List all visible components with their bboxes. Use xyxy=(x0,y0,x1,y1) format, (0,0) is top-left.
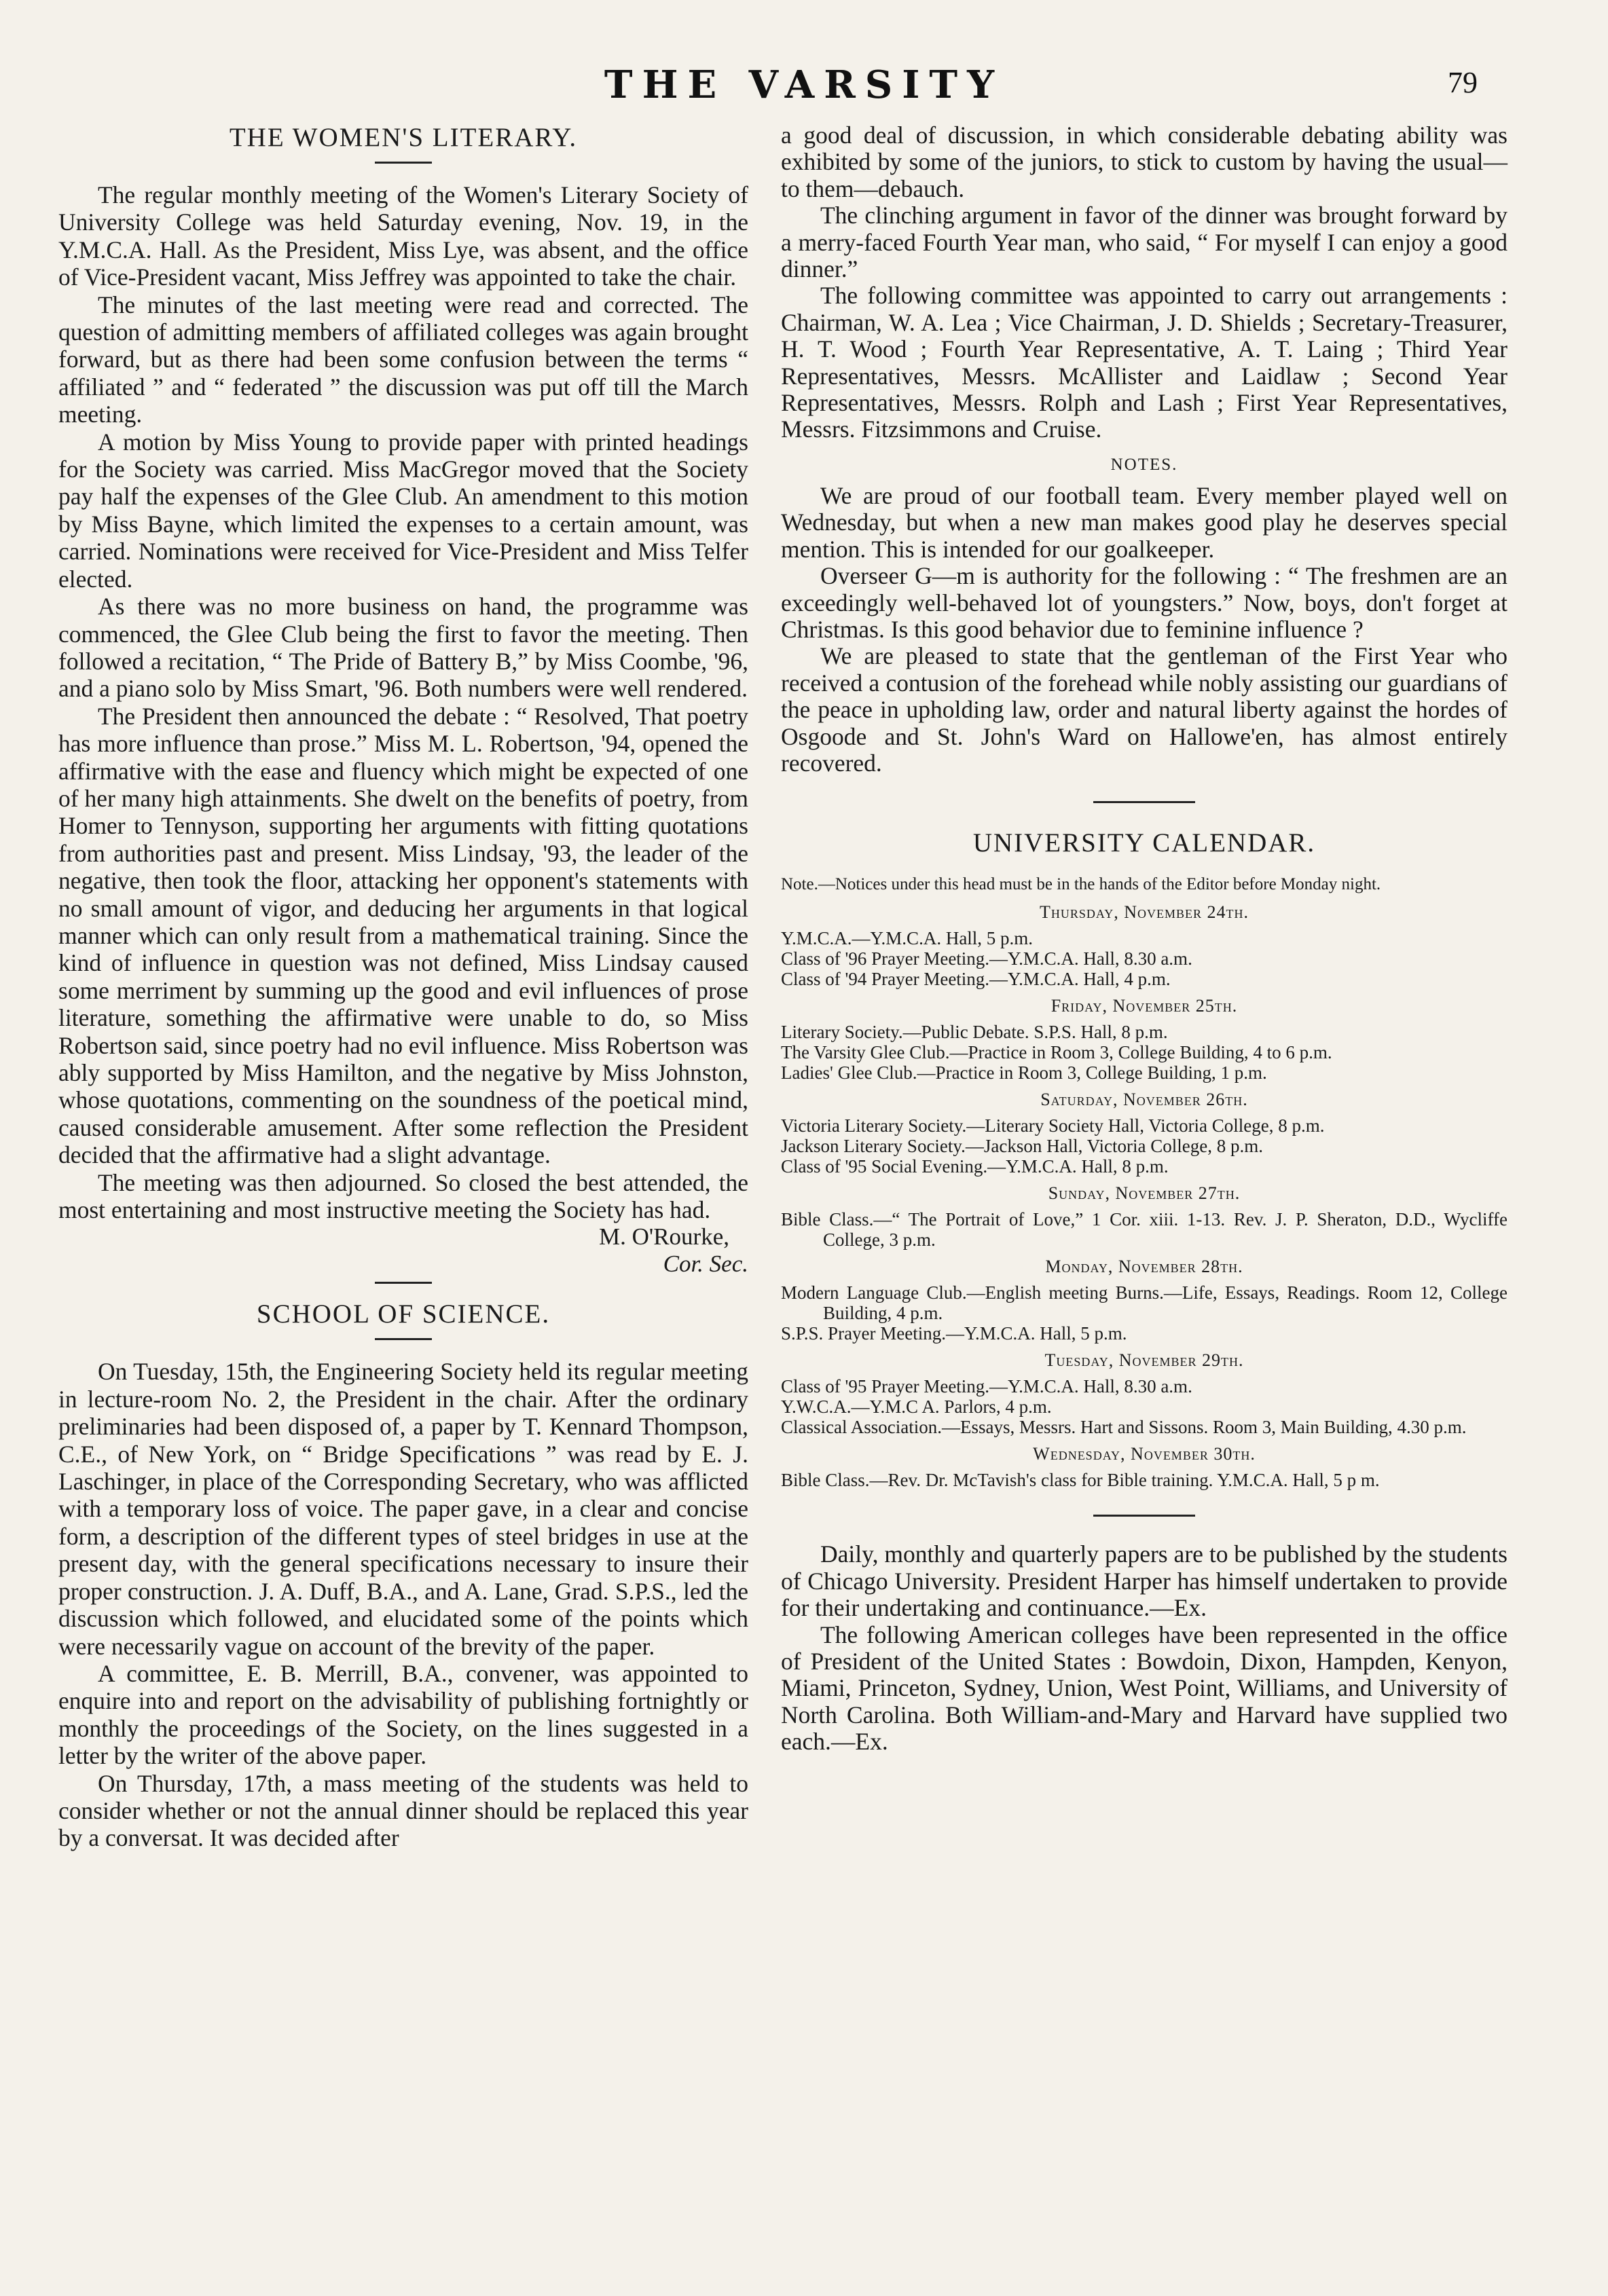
section-rule xyxy=(375,162,432,164)
calendar-day xyxy=(781,1183,1508,1250)
calendar-entry: Ladies' Glee Club.—Practice in Room 3, College Building, 1 p.m. xyxy=(781,1062,1267,1084)
calendar-title: UNIVERSITY CALENDAR. xyxy=(972,828,1316,858)
calendar-day xyxy=(781,1257,1508,1344)
calendar-entry: Classical Association.—Essays, Messrs. Hart and Sissons. Room 3, Main Building, 4.30 p.m. xyxy=(781,1417,1467,1438)
section-rule xyxy=(375,1282,432,1284)
calendar-day-heading: Wednesday, November 30th. xyxy=(1033,1444,1256,1464)
calendar-day-heading: Tuesday, November 29th. xyxy=(1044,1350,1244,1371)
note-paragraph: Overseer G—m is authority for the following : “ The freshmen are an exceedingly well-behaved lot of youngsters.” Now, boys, don't forget at Christmas. Is this good behavior due to feminine influence ? xyxy=(781,562,1508,643)
school-of-science-title: SCHOOL OF SCIENCE. xyxy=(256,1299,551,1329)
calendar-entry: Literary Society.—Public Debate. S.P.S. Hall, 8 p.m. xyxy=(781,1022,1168,1043)
page-number: 79 xyxy=(1448,66,1478,99)
note-paragraph: We are pleased to state that the gentleman of the First Year who received a contusion of the forehead while nobly assisting our guardians of the peace in upholding law, order and natural liberty against the hordes of Osgoode and St. John's Ward on Hallowe'en, has almost entirely recovered. xyxy=(781,642,1508,777)
section-rule xyxy=(1093,801,1195,803)
article-paragraph: The clinching argument in favor of the dinner was brought forward by a merry-faced Fourth Year man, who said, “ For myself I can enjoy a good dinner.” xyxy=(781,202,1508,283)
calendar-day-heading: Saturday, November 26th. xyxy=(1040,1090,1248,1110)
signature-name: M. O'Rourke, xyxy=(599,1223,729,1251)
calendar-entry: Jackson Literary Society.—Jackson Hall, Victoria College, 8 p.m. xyxy=(781,1136,1263,1157)
calendar-day xyxy=(781,996,1508,1083)
calendar-entry: Class of '95 Social Evening.—Y.M.C.A. Hall, 8 p.m. xyxy=(781,1156,1169,1177)
calendar-entry: The Varsity Glee Club.—Practice in Room 3, College Building, 4 to 6 p.m. xyxy=(781,1042,1332,1063)
womens-literary-title: THE WOMEN'S LITERARY. xyxy=(229,123,578,152)
article-paragraph: A committee, E. B. Merrill, B.A., convener, was appointed to enquire into and report on the advisability of publishing fortnightly or monthly the proceedings of the Society, on the lines suggested in a letter by the writer of the above paper. xyxy=(58,1659,748,1770)
calendar-entry: Class of '95 Prayer Meeting.—Y.M.C.A. Hall, 8.30 a.m. xyxy=(781,1376,1192,1397)
calendar-entry: Class of '96 Prayer Meeting.—Y.M.C.A. Hall, 8.30 a.m. xyxy=(781,948,1192,969)
calendar-entry: Y.W.C.A.—Y.M.C A. Parlors, 4 p.m. xyxy=(781,1396,1052,1418)
calendar-day-heading: Sunday, November 27th. xyxy=(1048,1183,1241,1204)
article-paragraph: On Thursday, 17th, a mass meeting of the students was held to consider whether or not the annual dinner should be replaced this year by a conversat. It was decided after xyxy=(58,1769,748,1852)
article-paragraph: The minutes of the last meeting were read and corrected. The question of admitting members of affiliated colleges was again brought forward, but as there had been some confusion between the terms “ affiliated ” and “ federated ” the discussion was put off till the March meeting. xyxy=(58,291,748,428)
masthead: THE VARSITY xyxy=(604,62,1004,107)
article-paragraph: The meeting was then adjourned. So closed the best attended, the most entertaining and most instructive meeting the Society has had. xyxy=(58,1168,748,1224)
calendar-entry: Victoria Literary Society.—Literary Society Hall, Victoria College, 8 p.m. xyxy=(781,1115,1325,1136)
article-paragraph: The regular monthly meeting of the Women's Literary Society of University College was held Saturday evening, Nov. 19, in the Y.M.C.A. Hall. As the President, Miss Lye, was absent, and the office of Vice-President vacant, Miss Jeffrey was appointed to take the chair. xyxy=(58,181,748,291)
exchange-paragraph: Daily, monthly and quarterly papers are to be published by the students of Chicago University. President Harper has himself undertaken to provide for their undertaking and continuance.—Ex. xyxy=(781,1540,1508,1622)
article-paragraph: The following committee was appointed to carry out arrangements : Chairman, W. A. Lea ; Vice Chairman, J. D. Shields ; Secretary-Treasurer, H. T. Wood ; Fourth Year Representative, A. T. Laing ; Third Year Representatives, Messrs. McAllister and Laidlaw ; Second Year Representatives, Messrs. Rolph and Lash ; First Year Representatives, Messrs. Fitzsimmons and Cruise. xyxy=(781,282,1508,443)
right-column xyxy=(781,122,1508,1756)
calendar-day-heading: Thursday, November 24th. xyxy=(1039,902,1249,923)
left-column xyxy=(58,122,748,1852)
article-paragraph: As there was no more business on hand, the programme was commenced, the Glee Club being the first to favor the meeting. Then followed a recitation, “ The Pride of Battery B,” by Miss Coombe, '96, and a piano solo by Miss Smart, '96. Both numbers were well rendered. xyxy=(58,593,748,703)
section-rule xyxy=(375,1338,432,1340)
signature-title: Cor. Sec. xyxy=(663,1251,748,1278)
section-rule xyxy=(1093,1515,1195,1517)
notes-heading: NOTES. xyxy=(1110,455,1178,474)
calendar-day-heading: Friday, November 25th. xyxy=(1050,996,1238,1016)
calendar-note: Note.—Notices under this head must be in the hands of the Editor before Monday night. xyxy=(781,875,1381,894)
exchange-paragraph: The following American colleges have been represented in the office of President of the United States : Bowdoin, Dixon, Hampden, Kenyon, Miami, Princeton, Sydney, Union, West Point, Williams, and University of North Carolina. Both William-and-Mary and Harvard have supplied two each.—Ex. xyxy=(781,1621,1508,1756)
article-paragraph: The President then announced the debate : “ Resolved, That poetry has more influence than prose.” Miss M. L. Robertson, '94, opened the affirmative with the ease and fluency which might be expected of one of her many high attainments. She dwelt on the benefits of poetry, from Homer to Tennyson, supporting her arguments with fitting quotations from authorities past and present. Miss Lindsay, '93, the leader of the negative, then took the floor, attacking her opponent's statements with no small amount of vigor, and deducing her arguments in that logical manner which can only result from a mathematical training. Since the kind of influence in question was not defined, Miss Lindsay caused some merriment by summing up the good and evil influences of prose literature, something the affirmative were unable to do, so Miss Robertson said, since poetry had no evil influence. Miss Robertson was ably supported by Miss Hamilton, and the negative by Miss Johnston, whose quotations, commenting on the soundness of the poetical mind, caused considerable amusement. After some reflection the President decided that the affirmative had a slight advantage. xyxy=(58,702,748,1169)
note-paragraph: We are proud of our football team. Every member played well on Wednesday, but when a new man makes good play he deserves special mention. This is intended for our goalkeeper. xyxy=(781,481,1508,563)
article-paragraph: a good deal of discussion, in which considerable debating ability was exhibited by some of the juniors, to stick to custom by having the usual—to them—debauch. xyxy=(781,122,1508,202)
article-paragraph: A motion by Miss Young to provide paper with printed headings for the Society was carried. Miss MacGregor moved that the Society pay half the expenses of the Glee Club. An amendment to this motion by Miss Bayne, which limited the expenses to a certain amount, was carried. Nominations were received for Vice-President and Miss Telfer elected. xyxy=(58,428,748,593)
calendar-entry: Class of '94 Prayer Meeting.—Y.M.C.A. Hall, 4 p.m. xyxy=(781,969,1171,990)
calendar-day xyxy=(781,1350,1508,1437)
calendar-entry: Bible Class.—“ The Portrait of Love,” 1 Cor. xiii. 1-13. Rev. J. P. Sheraton, D.D., Wycliffe College, 3 p.m. xyxy=(781,1209,1508,1251)
calendar-entry: S.P.S. Prayer Meeting.—Y.M.C.A. Hall, 5 p.m. xyxy=(781,1323,1127,1344)
calendar-day xyxy=(781,1444,1508,1490)
article-paragraph: On Tuesday, 15th, the Engineering Society held its regular meeting in lecture-room No. 2, the President in the chair. After the ordinary preliminaries had been disposed of, a paper by T. Kennard Thompson, C.E., of New York, on “ Bridge Specifications ” was read by E. J. Laschinger, in place of the Corresponding Secretary, who was afflicted with a temporary loss of voice. The paper gave, in a clear and concise form, a description of the different types of steel bridges in use at the present day, with the general specifications necessary to insure their proper construction. J. A. Duff, B.A., and A. Lane, Grad. S.P.S., led the discussion which followed, and elucidated some of the points which were necessarily vague on account of the brevity of the paper. xyxy=(58,1358,748,1660)
calendar-entry: Modern Language Club.—English meeting Burns.—Life, Essays, Readings. Room 12, College Building, 4 p.m. xyxy=(781,1282,1508,1324)
calendar-day xyxy=(781,902,1508,989)
calendar-day-heading: Monday, November 28th. xyxy=(1045,1257,1243,1277)
calendar-entry: Y.M.C.A.—Y.M.C.A. Hall, 5 p.m. xyxy=(781,928,1034,949)
calendar-entry: Bible Class.—Rev. Dr. McTavish's class for Bible training. Y.M.C.A. Hall, 5 p m. xyxy=(781,1470,1380,1491)
calendar-day xyxy=(781,1090,1508,1177)
